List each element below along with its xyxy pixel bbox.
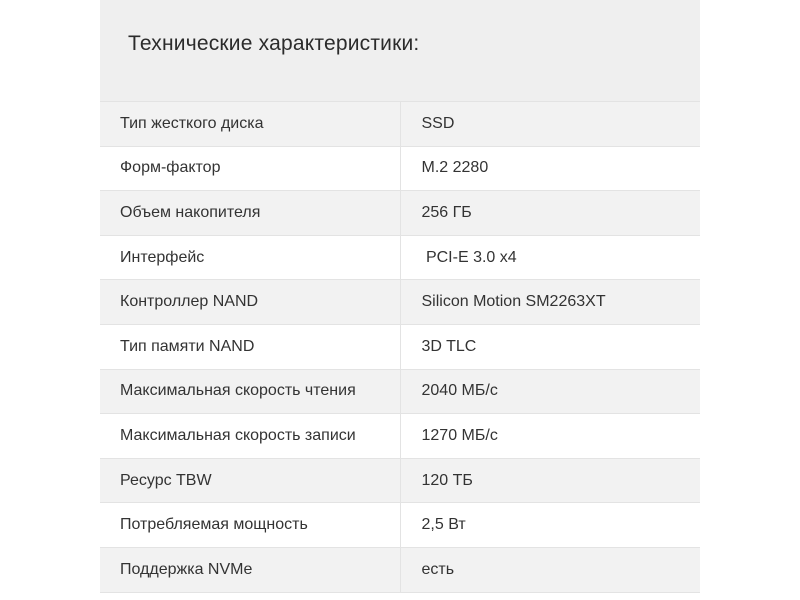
spec-value: есть: [400, 547, 700, 592]
spec-row-read-speed: [100, 369, 700, 414]
spec-label: Форм-фактор: [100, 146, 400, 191]
spec-label: Тип памяти NAND: [100, 324, 400, 369]
spec-value: PCI-E 3.0 x4: [400, 235, 700, 280]
spec-value: 3D TLC: [400, 324, 700, 369]
spec-row-power: [100, 503, 700, 548]
spec-row-write-speed: [100, 414, 700, 459]
spec-row-capacity: [100, 191, 700, 236]
spec-label: Интерфейс: [100, 235, 400, 280]
spec-value: 1270 МБ/с: [400, 414, 700, 459]
spec-row-nvme: [100, 547, 700, 592]
spec-label: Объем накопителя: [100, 191, 400, 236]
spec-value: Silicon Motion SM2263XT: [400, 280, 700, 325]
spec-value: 120 ТБ: [400, 458, 700, 503]
spec-header: [100, 0, 700, 101]
spec-value: M.2 2280: [400, 146, 700, 191]
spec-panel: [100, 0, 700, 600]
spec-value: 256 ГБ: [400, 191, 700, 236]
spec-label: Максимальная скорость записи: [100, 414, 400, 459]
spec-label: Тип жесткого диска: [100, 102, 400, 147]
spec-value: 2,5 Вт: [400, 503, 700, 548]
spec-table: [100, 101, 700, 593]
spec-title: Технические характеристики:: [128, 32, 420, 55]
spec-value: 2040 МБ/с: [400, 369, 700, 414]
spec-value: SSD: [400, 102, 700, 147]
spec-row-controller: [100, 280, 700, 325]
spec-label: Ресурс TBW: [100, 458, 400, 503]
spec-row-tbw: [100, 458, 700, 503]
spec-label: Максимальная скорость чтения: [100, 369, 400, 414]
spec-row-memory-type: [100, 324, 700, 369]
spec-label: Потребляемая мощность: [100, 503, 400, 548]
spec-row-interface: [100, 235, 700, 280]
spec-label: Поддержка NVMe: [100, 547, 400, 592]
spec-label: Контроллер NAND: [100, 280, 400, 325]
spec-row-drive-type: [100, 102, 700, 147]
spec-row-form-factor: [100, 146, 700, 191]
